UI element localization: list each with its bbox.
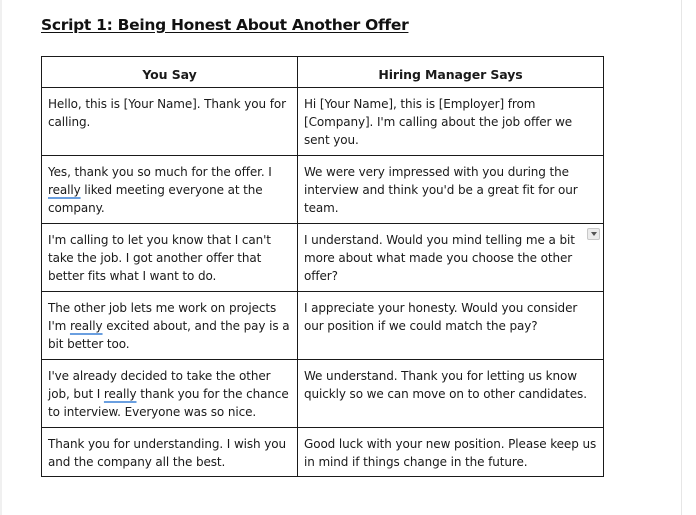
you-say-cell[interactable]: Thank you for understanding. I wish you and the company all the best. — [42, 428, 298, 477]
manager-says-cell[interactable] — [298, 224, 604, 292]
you-say-cell[interactable] — [42, 360, 298, 428]
cell-text: thank you for the chance to interview. Everyone was so nice. — [48, 387, 289, 419]
chevron-down-icon[interactable] — [587, 228, 600, 240]
header-hiring-manager-says: Hiring Manager Says — [298, 57, 604, 88]
table-row — [42, 428, 604, 477]
cell-text: The other job lets me work on projects I'm — [48, 301, 277, 333]
cell-content — [304, 231, 597, 285]
header-you-say: You Say — [42, 57, 298, 88]
table-row — [42, 292, 604, 360]
manager-says-cell[interactable]: I appreciate your honesty. Would you consider our position if we could match the pay? — [298, 292, 604, 360]
you-say-cell[interactable]: I'm calling to let you know that I can't take the job. I got another offer that better fits what I want to do. — [42, 224, 298, 292]
table-row — [42, 360, 604, 428]
manager-says-cell[interactable]: We understand. Thank you for letting us know quickly so we can move on to other candidates. — [298, 360, 604, 428]
table-row — [42, 88, 604, 156]
cell-text: excited about, and the pay is a bit better too. — [48, 319, 290, 351]
page-left-edge — [0, 0, 2, 515]
manager-says-cell[interactable]: Good luck with your new position. Please keep us in mind if things change in the future. — [298, 428, 604, 477]
you-say-cell[interactable]: Hello, this is [Your Name]. Thank you for calling. — [42, 88, 298, 156]
script-title: Script 1: Being Honest About Another Offer — [41, 16, 409, 34]
script-table — [41, 56, 604, 477]
table-row — [42, 156, 604, 224]
spellcheck-flagged-word[interactable]: really — [103, 387, 137, 401]
table-row — [42, 224, 604, 292]
you-say-cell[interactable] — [42, 292, 298, 360]
table-header-row — [42, 57, 604, 88]
spellcheck-flagged-word[interactable]: really — [69, 319, 103, 333]
page-right-edge — [681, 0, 682, 515]
cell-text: Yes, thank you so much for the offer. I — [48, 165, 272, 179]
you-say-cell[interactable] — [42, 156, 298, 224]
manager-says-cell[interactable]: We were very impressed with you during the interview and think you'd be a great fit for our team. — [298, 156, 604, 224]
cell-text: I understand. Would you mind telling me a bit more about what made you choose the other offer? — [304, 233, 575, 283]
spellcheck-flagged-word[interactable]: really — [48, 183, 81, 197]
cell-text: liked meeting everyone at the company. — [48, 183, 263, 215]
cell-text: I've already decided to take the other job, but I — [48, 369, 271, 401]
manager-says-cell[interactable]: Hi [Your Name], this is [Employer] from [Company]. I'm calling about the job offer we sent you. — [298, 88, 604, 156]
